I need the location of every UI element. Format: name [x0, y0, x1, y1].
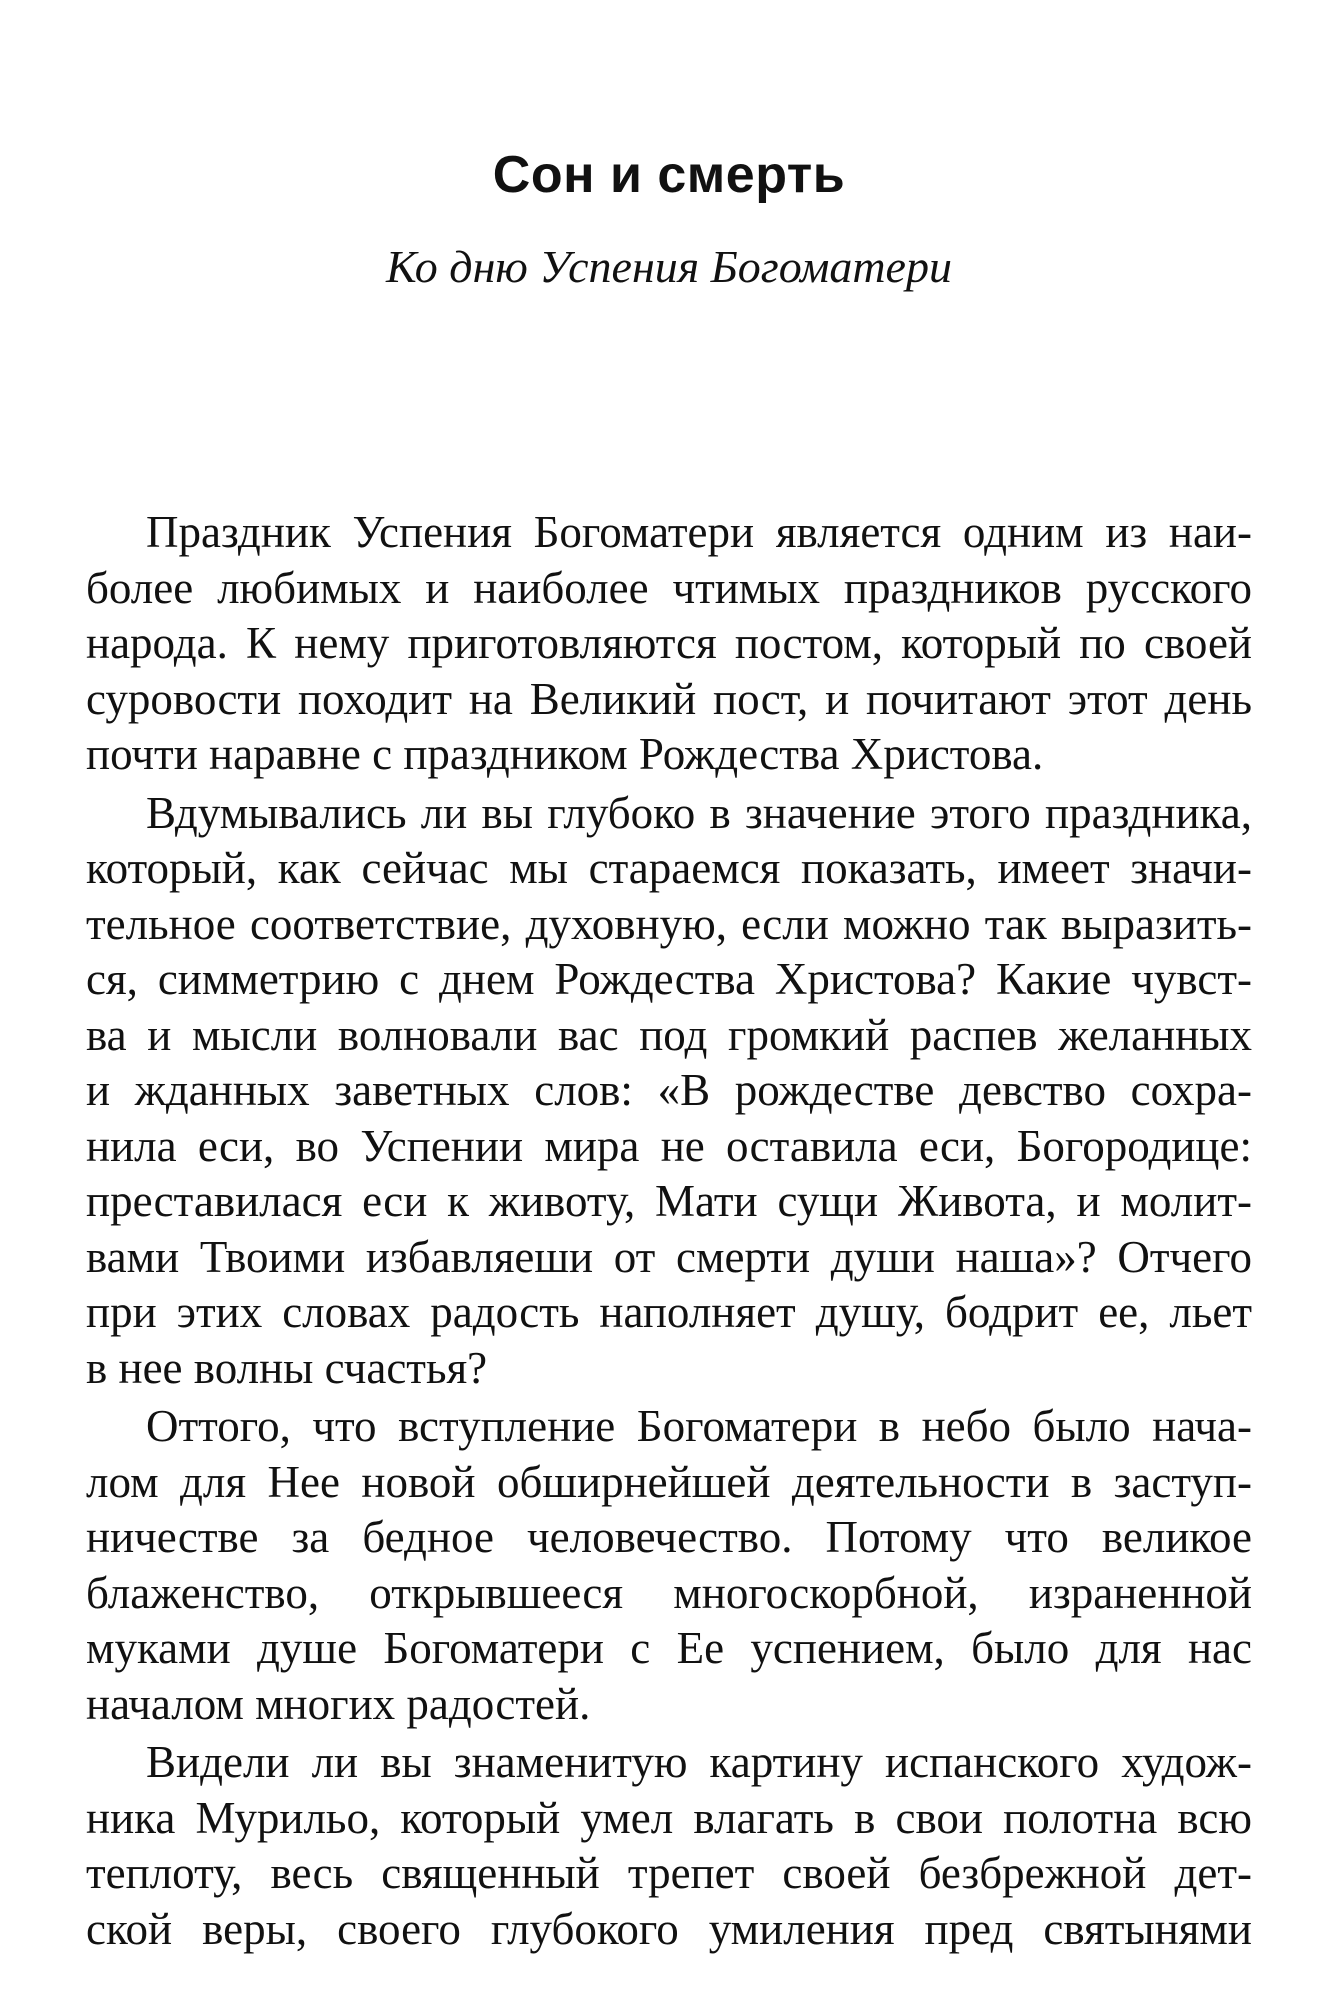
text-line: тельное соответствие, духовную, если можно так выразить-: [86, 898, 1252, 949]
text-line: лом для Нее новой обширнейшей деятельности в заступ-: [86, 1456, 1252, 1507]
text-line: Оттого, что вступление Богоматери в небо было нача-: [146, 1401, 1252, 1451]
text-line: Видели ли вы знаменитую картину испанского худож-: [146, 1737, 1252, 1787]
paragraph: [86, 1735, 1252, 1957]
text-line: ничестве за бедное человечество. Потому что великое: [86, 1512, 1252, 1562]
paragraph: [86, 786, 1252, 1397]
text-line: преставилася еси к животу, Мати сущи Живота, и молит-: [86, 1176, 1252, 1226]
text-line: более любимых и наиболее чтимых праздников русского: [86, 562, 1252, 613]
body-text: [86, 505, 1252, 1957]
text-line: почти наравне с праздником Рождества Христова.: [86, 729, 1044, 779]
text-line: народа. К нему приготовляются постом, который по своей: [86, 618, 1252, 668]
text-line: теплоту, весь священный трепет своей безбрежной дет-: [86, 1848, 1252, 1898]
text-line: нила еси, во Успении мира не оставила еси, Богородице:: [86, 1120, 1252, 1171]
text-line: суровости походит на Великий пост, и почитают этот день: [86, 673, 1252, 724]
text-line: Праздник Успения Богоматери является одним из наи-: [146, 507, 1252, 557]
text-line: Вдумывались ли вы глубоко в значение этого праздника,: [146, 787, 1252, 838]
text-line: в нее волны счастья?: [86, 1342, 488, 1393]
text-line: и жданных заветных слов: «В рождестве девство сохра-: [86, 1065, 1252, 1115]
text-line: вами Твоими избавляеши от смерти души наша»? Отчего: [86, 1231, 1252, 1282]
text-line: ника Мурильо, который умел влагать в свои полотна всю: [86, 1792, 1252, 1843]
chapter-title: Сон и смерть: [492, 146, 846, 204]
text-line: ся, симметрию с днем Рождества Христова? Какие чувст-: [86, 954, 1252, 1004]
text-line: ва и мысли волновали вас под громкий распев желанных: [86, 1009, 1252, 1060]
paragraph: [86, 1399, 1252, 1732]
text-line: муками душе Богоматери с Ее успением, было для нас: [86, 1623, 1252, 1673]
text-line: блаженство, открывшееся многоскорбной, израненной: [86, 1567, 1252, 1618]
paragraph: [86, 505, 1252, 783]
text-line: началом многих радостей.: [86, 1678, 591, 1729]
text-line: при этих словах радость наполняет душу, бодрит ее, льет: [86, 1287, 1252, 1337]
text-line: который, как сейчас мы стараемся показать, имеет значи-: [86, 843, 1252, 893]
chapter-subtitle: Ко дню Успения Богоматери: [386, 241, 952, 292]
text-line: ской веры, своего глубокого умиления пред святынями: [86, 1903, 1252, 1954]
